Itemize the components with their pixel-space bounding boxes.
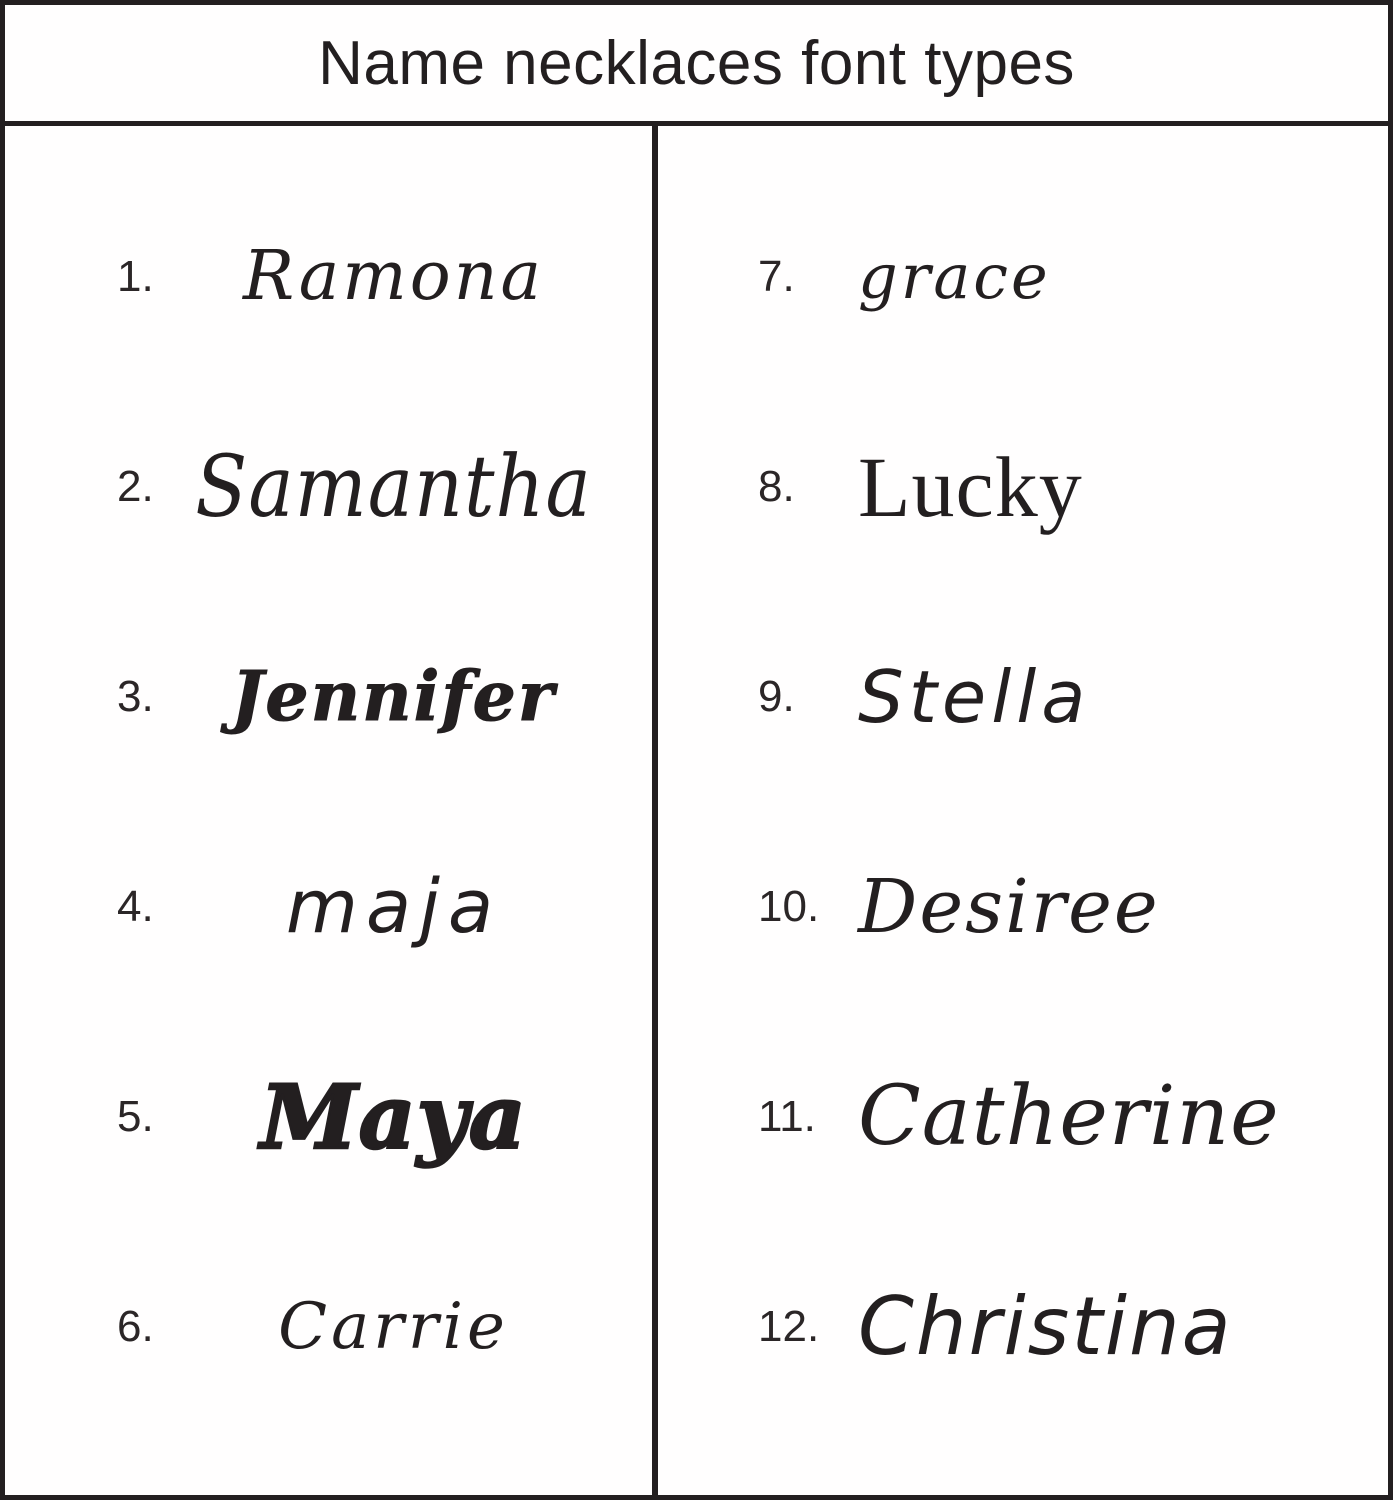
font-sample-name: maja [285, 864, 502, 950]
font-sample-row-6 [5, 1222, 652, 1432]
font-sample-name: Maya [260, 1065, 527, 1169]
font-column-right [658, 126, 1388, 1495]
font-sample-name: Desiree [858, 864, 1160, 950]
font-sample-name: Catherine [858, 1069, 1280, 1164]
font-sample-name: Carrie [278, 1290, 509, 1364]
font-sample-row-5 [5, 1012, 652, 1222]
font-number: 11. [758, 1092, 816, 1141]
font-sample-name: Jennifer [231, 657, 556, 737]
header [5, 5, 1388, 126]
columns-container [5, 126, 1388, 1495]
font-number: 6. [117, 1302, 154, 1351]
font-sample-row-10 [658, 802, 1388, 1012]
font-number: 5. [117, 1092, 154, 1141]
font-number: 9. [758, 672, 795, 721]
font-sample-row-3 [5, 592, 652, 802]
font-number: 7. [758, 252, 795, 301]
page-title: Name necklaces font types [318, 28, 1075, 98]
font-sample-row-12 [658, 1222, 1388, 1432]
font-sample-row-1 [5, 172, 652, 382]
font-sample-name: Stella [858, 655, 1091, 739]
font-number: 8. [758, 462, 795, 511]
font-sample-name: Samantha [195, 436, 592, 537]
font-number: 12. [758, 1302, 820, 1351]
font-sample-row-8 [658, 382, 1388, 592]
font-sample-name: Lucky [858, 439, 1083, 535]
font-sample-row-2 [5, 382, 652, 592]
font-sample-row-7 [658, 172, 1388, 382]
font-number: 4. [117, 882, 154, 931]
font-sample-name: Christina [858, 1280, 1233, 1373]
font-sample-name: grace [858, 240, 1051, 313]
font-sample-name: Ramona [242, 237, 545, 316]
font-sample-row-11 [658, 1012, 1388, 1222]
font-column-left [5, 126, 652, 1495]
font-number: 1. [117, 252, 154, 301]
font-number: 10. [758, 882, 820, 931]
font-number: 3. [117, 672, 154, 721]
font-sample-row-4 [5, 802, 652, 1012]
font-sample-row-9 [658, 592, 1388, 802]
font-number: 2. [117, 462, 154, 511]
